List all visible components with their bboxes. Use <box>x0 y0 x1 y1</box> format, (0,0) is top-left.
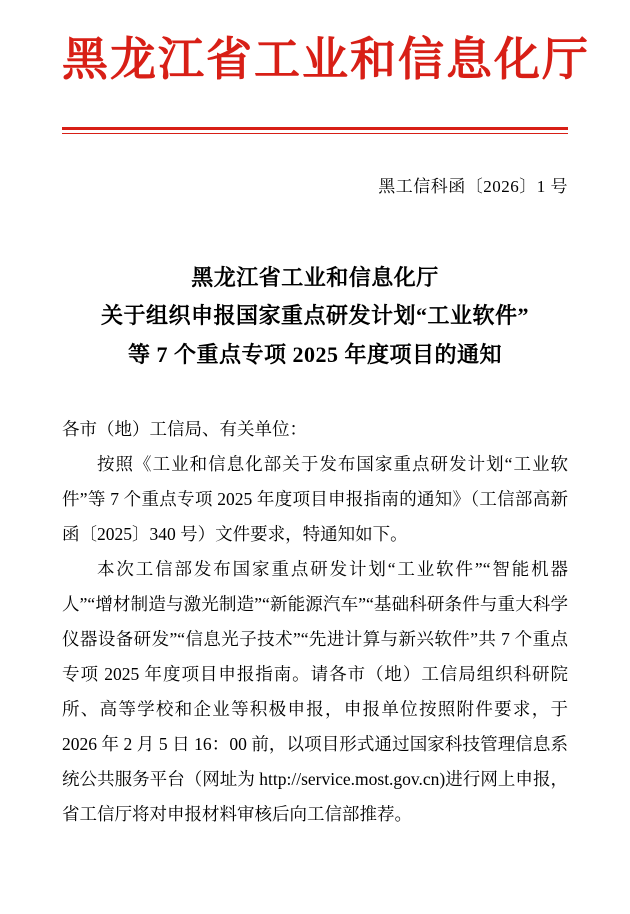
body-paragraph-2: 本次工信部发布国家重点研发计划“工业软件”“智能机器人”“增材制造与激光制造”“新能源汽车”“基础科研条件与重大科学仪器设备研发”“信息光子技术”“先进计算与新兴软件”共 7 个重点专项 2025 年度项目申报指南。请各市（地）工信局组织科研院所、高等学校和企业等积极申报，申报单位按照附件要求，于 2026 年 2 月 5 日 16：00 前，以项目形式通过国家科技管理信息系统公共服务平台（网址为 http://service.most.gov.cn)进行网上申报，省工信厅将对申报材料审核后向工信部推荐。 <box>62 559 568 825</box>
letterhead-rule-thin <box>62 133 568 134</box>
document-title-line-3: 等 7 个重点专项 2025 年度项目的通知 <box>127 341 502 367</box>
document-title-line-1: 黑龙江省工业和信息化厅 <box>191 264 439 290</box>
document-number: 黑工信科函〔2026〕1 号 <box>378 176 568 196</box>
body-paragraph-1: 按照《工业和信息化部关于发布国家重点研发计划“工业软件”等 7 个重点专项 2025 年度项目申报指南的通知》（工信部高新函〔2025〕340 号）文件要求，特通知如下。 <box>62 454 568 545</box>
letterhead-rule-thick <box>62 127 568 130</box>
document-body <box>62 412 568 832</box>
salutation: 各市（地）工信局、有关单位： <box>62 419 307 440</box>
document-title-line-2: 关于组织申报国家重点研发计划“工业软件” <box>100 303 529 329</box>
document-title <box>62 259 568 375</box>
letterhead <box>62 34 590 87</box>
issuing-organization-title: 黑龙江省工业和信息化厅 <box>62 34 590 85</box>
document-page <box>0 34 630 914</box>
